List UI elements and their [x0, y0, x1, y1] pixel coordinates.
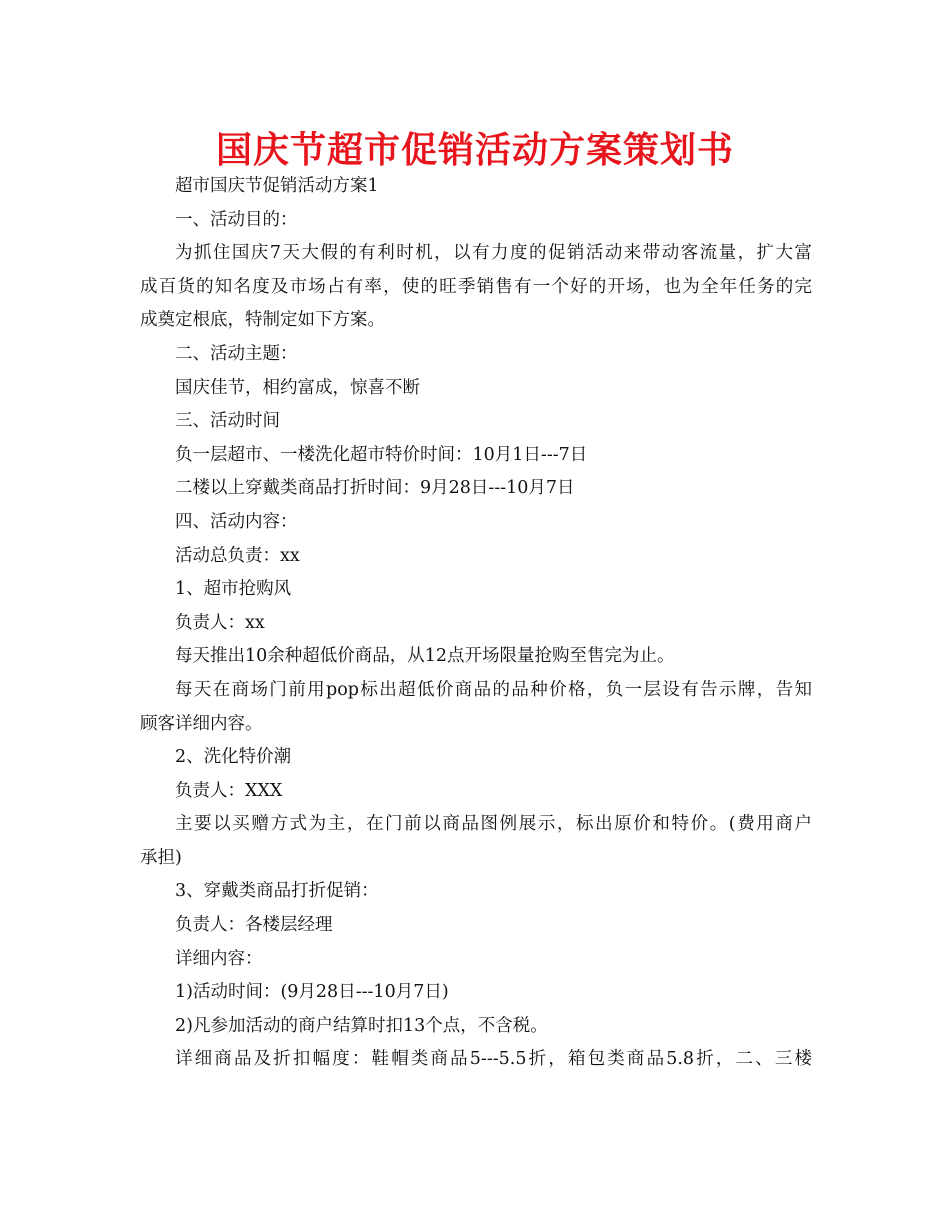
paragraph-line: 为抓住国庆7天大假的有利时机，以有力度的促销活动来带动客流量，扩大富	[175, 243, 812, 264]
paragraph-line: 国庆佳节，相约富成，惊喜不断	[175, 377, 420, 398]
paragraph-line: 详细内容：	[175, 948, 263, 969]
paragraph-line: 负责人：各楼层经理	[175, 915, 333, 936]
paragraph-line: 负责人：XXX	[175, 780, 283, 801]
subsection-heading: 1、超市抢购风	[175, 579, 292, 600]
paragraph-line: 每天推出10余种超低价商品，从12点开场限量抢购至售完为止。	[175, 646, 675, 667]
paragraph-line: 详细商品及折扣幅度：鞋帽类商品5---5.5折，箱包类商品5.8折，二、三楼	[175, 1049, 812, 1070]
section-heading: 二、活动主题：	[175, 343, 298, 364]
paragraph-line: 1)活动时间：(9月28日---10月7日)	[175, 982, 449, 1003]
paragraph-line: 活动总负责：xx	[175, 545, 300, 566]
paragraph-line: 承担)	[140, 847, 182, 868]
paragraph-line: 超市国庆节促销活动方案1	[175, 176, 379, 196]
paragraph-line: 成奠定根底，特制定如下方案。	[140, 310, 385, 331]
paragraph-line: 顾客详细内容。	[140, 713, 263, 734]
section-heading: 一、活动目的：	[175, 209, 298, 230]
paragraph-line: 二楼以上穿戴类商品打折时间：9月28日---10月7日	[175, 478, 575, 499]
paragraph-line: 成百货的知名度及市场占有率，使的旺季销售有一个好的开场，也为全年任务的完	[140, 276, 812, 297]
paragraph-line: 2)凡参加活动的商户结算时扣13个点，不含税。	[175, 1015, 548, 1036]
subsection-heading: 2、洗化特价潮	[175, 747, 292, 768]
paragraph-line: 主要以买赠方式为主，在门前以商品图例展示，标出原价和特价。(费用商户	[175, 814, 812, 835]
subsection-heading: 3、穿戴类商品打折促销：	[175, 881, 379, 902]
section-heading: 四、活动内容：	[175, 511, 298, 532]
document-title: 国庆节超市促销活动方案策划书	[215, 129, 734, 171]
paragraph-line: 每天在商场门前用pop标出超低价商品的品种价格，负一层设有告示牌，告知	[175, 679, 812, 700]
document-body	[140, 170, 812, 1077]
paragraph-line: 负一层超市、一楼洗化超市特价时间：10月1日---7日	[175, 444, 588, 465]
paragraph-line: 负责人：xx	[175, 612, 265, 633]
section-heading: 三、活动时间	[175, 411, 280, 432]
